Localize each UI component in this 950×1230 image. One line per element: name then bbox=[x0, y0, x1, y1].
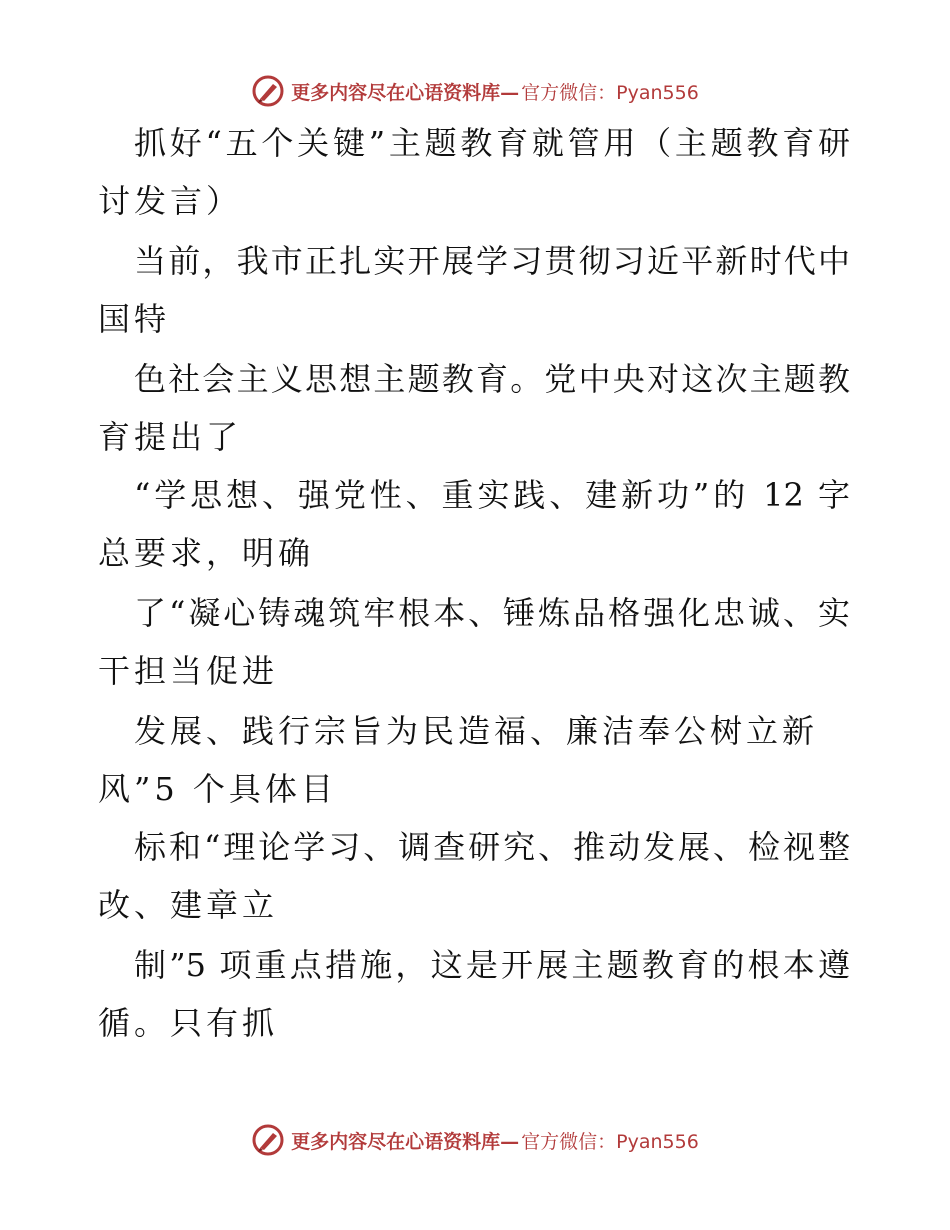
text-line: 色社会主义思想主题教育。党中央对这次主题教 bbox=[134, 360, 850, 398]
footer-watermark bbox=[0, 1120, 950, 1160]
text-line: “学思想、强党性、重实践、建新功”的 12 字 bbox=[134, 476, 850, 514]
text-line: 抓好“五个关键”主题教育就管用（主题教育研 bbox=[134, 124, 850, 162]
text-line: 风”5 个具体目 bbox=[98, 770, 337, 808]
watermark-text: 更多内容尽在心语资料库— bbox=[291, 81, 520, 104]
text-line: 发展、践行宗旨为民造福、廉洁奉公树立新 bbox=[134, 712, 819, 750]
text-line: 标和“理论学习、调查研究、推动发展、检视整 bbox=[134, 828, 850, 866]
watermark-wechat: 官方微信：Pyan556 bbox=[521, 1130, 699, 1153]
text-line: 改、建章立 bbox=[98, 886, 279, 924]
text-line: 了“凝心铸魂筑牢根本、锤炼品格强化忠诚、实 bbox=[134, 594, 850, 632]
watermark-wechat: 官方微信：Pyan556 bbox=[521, 81, 699, 104]
watermark-text: 更多内容尽在心语资料库— bbox=[291, 1130, 520, 1153]
text-line: 育提出了 bbox=[98, 418, 243, 456]
pen-circle-icon bbox=[251, 74, 285, 108]
text-line: 国特 bbox=[98, 300, 171, 338]
text-line: 制”5 项重点措施，这是开展主题教育的根本遵 bbox=[134, 946, 850, 984]
pen-circle-icon bbox=[251, 1123, 285, 1157]
header-watermark bbox=[0, 71, 950, 111]
text-line: 讨发言） bbox=[98, 182, 243, 220]
text-line: 循。只有抓 bbox=[98, 1004, 279, 1042]
text-line: 总要求，明确 bbox=[98, 534, 315, 572]
text-line: 当前，我市正扎实开展学习贯彻习近平新时代中 bbox=[134, 242, 850, 280]
text-line: 干担当促进 bbox=[98, 652, 279, 690]
